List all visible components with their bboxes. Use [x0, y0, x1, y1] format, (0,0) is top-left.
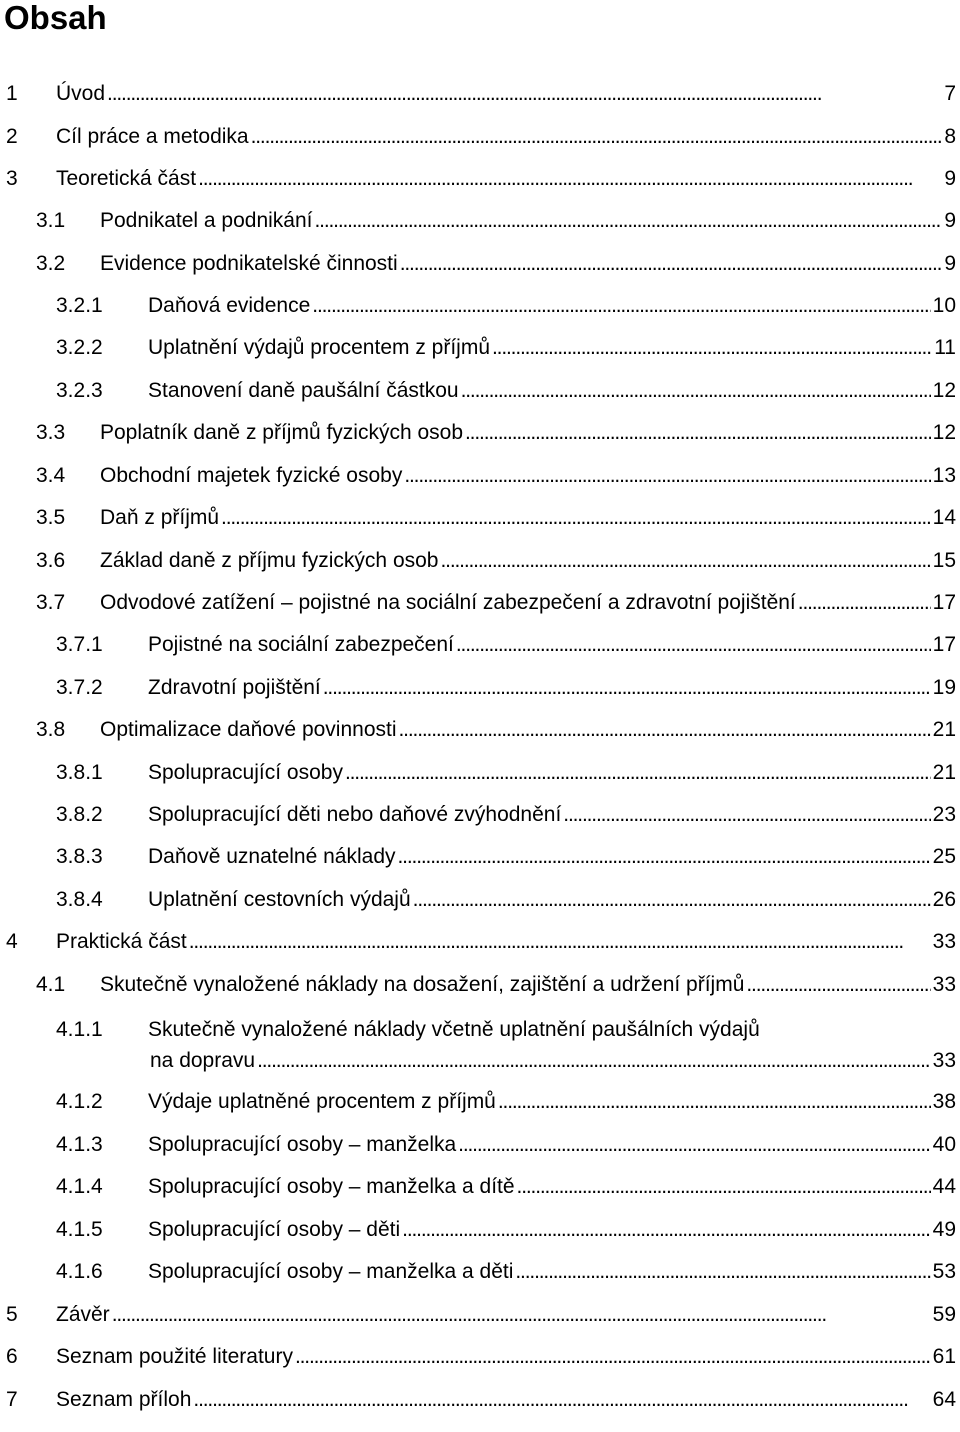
toc-entry[interactable]	[0, 927, 960, 957]
toc-entry-page: 53	[932, 1260, 956, 1283]
toc-entry-page: 38	[932, 1090, 956, 1113]
dot-leader	[517, 1172, 931, 1202]
toc-entry-title: Úvod	[56, 82, 106, 105]
toc-entry-page: 17	[932, 591, 956, 614]
toc-entry-number: 2	[6, 125, 18, 148]
dot-leader	[112, 1300, 931, 1330]
toc-entry-title: Zdravotní pojištění	[148, 676, 321, 699]
toc-entry[interactable]	[0, 842, 960, 872]
toc-entry-number: 3.8.3	[56, 845, 103, 868]
dot-leader	[198, 164, 942, 194]
toc-entry-title: Výdaje uplatněné procentem z příjmů	[148, 1090, 496, 1113]
toc-entry-title: Evidence podnikatelské činnosti	[100, 252, 398, 275]
toc-entry-number: 3.4	[36, 464, 66, 487]
toc-entry[interactable]	[0, 418, 960, 448]
toc-entry-title: Stanovení daně paušální částkou	[148, 379, 459, 402]
toc-entry-title: Základ daně z příjmu fyzických osob	[100, 549, 439, 572]
toc-entry[interactable]	[0, 503, 960, 533]
toc-entry[interactable]	[0, 970, 960, 1000]
toc-entry-number: 3.7	[36, 591, 66, 614]
toc-entry-page: 33	[932, 1049, 956, 1072]
dot-leader	[107, 79, 942, 109]
toc-entry-page: 13	[932, 464, 956, 487]
toc-entry[interactable]	[0, 673, 960, 703]
toc-entry-page: 9	[944, 167, 956, 190]
page-title: Obsah	[4, 0, 107, 36]
toc-entry-title: Seznam příloh	[56, 1388, 192, 1411]
toc-entry-page: 7	[944, 82, 956, 105]
toc-entry[interactable]	[0, 1257, 960, 1287]
dot-leader	[399, 715, 931, 745]
toc-entry-title: Spolupracující osoby – manželka	[148, 1133, 457, 1156]
toc-entry[interactable]	[0, 249, 960, 279]
toc-entry-page: 33	[932, 973, 956, 996]
toc-entry-title: Odvodové zatížení – pojistné na sociální zabezpečení a zdravotní pojištění	[100, 591, 796, 614]
toc-entry-title: Daňová evidence	[148, 294, 311, 317]
dot-leader	[498, 1087, 931, 1117]
toc-entry-number: 4.1.6	[56, 1260, 103, 1283]
toc-entry-page: 11	[934, 336, 956, 359]
dot-leader	[251, 122, 943, 152]
toc-entry-number: 3.8.4	[56, 888, 103, 911]
dot-leader	[492, 333, 932, 363]
toc-entry-page: 15	[932, 549, 956, 572]
toc-entry-number: 4.1.3	[56, 1133, 103, 1156]
toc-entry-title: Optimalizace daňové povinnosti	[100, 718, 397, 741]
toc-entry-number: 3.8.2	[56, 803, 103, 826]
toc-entry[interactable]	[0, 206, 960, 236]
dot-leader	[257, 1046, 931, 1076]
toc-entry-page: 64	[932, 1388, 956, 1411]
toc-entry-title: Pojistné na sociální zabezpečení	[148, 633, 454, 656]
toc-entry-page: 19	[932, 676, 956, 699]
toc-entry-title: Seznam použité literatury	[56, 1345, 293, 1368]
toc-entry-title: Obchodní majetek fyzické osoby	[100, 464, 403, 487]
toc-entry-page: 9	[944, 252, 956, 275]
dot-leader	[461, 376, 931, 406]
toc-entry[interactable]	[0, 546, 960, 576]
toc-entry-number: 4	[6, 930, 18, 953]
toc-entry[interactable]	[0, 630, 960, 660]
toc-entry-title: Spolupracující osoby – děti	[148, 1218, 401, 1241]
toc-entry-number: 3.6	[36, 549, 66, 572]
toc-entry[interactable]	[0, 588, 960, 618]
dot-leader	[515, 1257, 930, 1287]
toc-entry-title: Spolupracující osoby – manželka a děti	[148, 1260, 514, 1283]
dot-leader	[312, 291, 930, 321]
toc-entry-title: Spolupracující osoby	[148, 761, 343, 784]
toc-entry[interactable]	[0, 122, 960, 152]
toc-entry-number: 3	[6, 167, 18, 190]
toc-entry-title: Poplatník daně z příjmů fyzických osob	[100, 421, 464, 444]
toc-entry-page: 10	[932, 294, 956, 317]
dot-leader	[402, 1215, 930, 1245]
dot-leader	[398, 842, 931, 872]
toc-entry-title: Závěr	[56, 1303, 110, 1326]
toc-entry[interactable]	[0, 1342, 960, 1372]
dot-leader	[458, 1130, 930, 1160]
dot-leader	[315, 206, 943, 236]
dot-leader	[345, 758, 931, 788]
dot-leader	[440, 546, 930, 576]
dot-leader	[193, 1385, 930, 1415]
toc-entry-title: Uplatnění výdajů procentem z příjmů	[148, 336, 490, 359]
toc-entry[interactable]	[0, 1215, 960, 1245]
dot-leader	[400, 249, 943, 279]
toc-entry-title: Skutečně vynaložené náklady včetně uplatnění paušálních výdajů	[148, 1018, 760, 1041]
toc-entry-number: 3.2	[36, 252, 66, 275]
toc-entry-page: 44	[932, 1175, 956, 1198]
toc-entry-page: 21	[932, 718, 956, 741]
toc-entry[interactable]	[0, 758, 960, 788]
toc-entry-title: Daň z příjmů	[100, 506, 220, 529]
toc-entry-page: 26	[932, 888, 956, 911]
toc-entry-page: 21	[932, 761, 956, 784]
toc-entry-number: 3.3	[36, 421, 66, 444]
toc-entry-number: 3.8	[36, 718, 66, 741]
toc-entry-page: 12	[932, 379, 956, 402]
toc-entry-page: 61	[932, 1345, 956, 1368]
toc-entry[interactable]	[0, 1385, 960, 1415]
dot-leader	[563, 800, 930, 830]
toc-entry-page: 12	[932, 421, 956, 444]
toc-entry-number: 4.1.1	[56, 1018, 103, 1041]
toc-entry[interactable]	[0, 376, 960, 406]
toc-entry-title: Podnikatel a podnikání	[100, 209, 313, 232]
toc-entry-page: 14	[932, 506, 956, 529]
toc-entry-number: 3.5	[36, 506, 66, 529]
toc-entry[interactable]	[0, 715, 960, 745]
toc-entry-title: Teoretická část	[56, 167, 197, 190]
dot-leader	[404, 461, 930, 491]
toc-entry-page: 49	[932, 1218, 956, 1241]
toc-entry[interactable]	[0, 333, 960, 363]
toc-entry[interactable]	[0, 1087, 960, 1117]
toc-entry-page: 17	[932, 633, 956, 656]
toc-entry[interactable]	[0, 1130, 960, 1160]
toc-entry-number: 3.7.1	[56, 633, 103, 656]
dot-leader	[798, 588, 931, 618]
dot-leader	[746, 970, 930, 1000]
toc-entry-title: Spolupracující děti nebo daňové zvýhodnění	[148, 803, 562, 826]
toc-entry-title: Skutečně vynaložené náklady na dosažení, zajištění a udržení příjmů	[100, 973, 745, 996]
dot-leader	[189, 927, 931, 957]
toc-entry-number: 3.7.2	[56, 676, 103, 699]
toc-entry-number: 3.2.3	[56, 379, 103, 402]
toc-entry-title: Praktická část	[56, 930, 187, 953]
toc-entry[interactable]	[0, 164, 960, 194]
toc-entry-title-continued: na dopravu	[150, 1049, 256, 1072]
toc-entry-title: Spolupracující osoby – manželka a dítě	[148, 1175, 515, 1198]
dot-leader	[323, 673, 931, 703]
toc-entry-number: 7	[6, 1388, 18, 1411]
toc-entry-number: 5	[6, 1303, 18, 1326]
toc-entry-page: 8	[944, 125, 956, 148]
dot-leader	[221, 503, 931, 533]
toc-entry[interactable]	[0, 461, 960, 491]
toc-entry[interactable]	[0, 1015, 960, 1077]
toc-entry-number: 3.1	[36, 209, 66, 232]
toc-entry-number: 6	[6, 1345, 18, 1368]
toc-entry-number: 3.2.2	[56, 336, 103, 359]
toc-entry[interactable]	[0, 885, 960, 915]
dot-leader	[413, 885, 931, 915]
toc-entry-page: 9	[944, 209, 956, 232]
toc-entry-title: Daňově uznatelné náklady	[148, 845, 396, 868]
toc-entry-page: 59	[932, 1303, 956, 1326]
toc-entry-title: Uplatnění cestovních výdajů	[148, 888, 411, 911]
toc-entry-number: 4.1.2	[56, 1090, 103, 1113]
dot-leader	[295, 1342, 931, 1372]
toc-entry-number: 3.8.1	[56, 761, 103, 784]
toc-entry-page: 23	[932, 803, 956, 826]
toc-entry-page: 40	[932, 1133, 956, 1156]
toc-entry[interactable]	[0, 800, 960, 830]
toc-entry[interactable]	[0, 1172, 960, 1202]
dot-leader	[465, 418, 931, 448]
toc-entry-number: 4.1	[36, 973, 66, 996]
toc-entry-number: 3.2.1	[56, 294, 103, 317]
toc-entry[interactable]	[0, 1300, 960, 1330]
toc-entry-page: 33	[932, 930, 956, 953]
toc-entry[interactable]	[0, 291, 960, 321]
toc-entry-number: 1	[6, 82, 18, 105]
toc-entry[interactable]	[0, 79, 960, 109]
toc-entry-title: Cíl práce a metodika	[56, 125, 249, 148]
toc-entry-number: 4.1.4	[56, 1175, 103, 1198]
toc-entry-number: 4.1.5	[56, 1218, 103, 1241]
dot-leader	[456, 630, 931, 660]
toc-entry-page: 25	[932, 845, 956, 868]
